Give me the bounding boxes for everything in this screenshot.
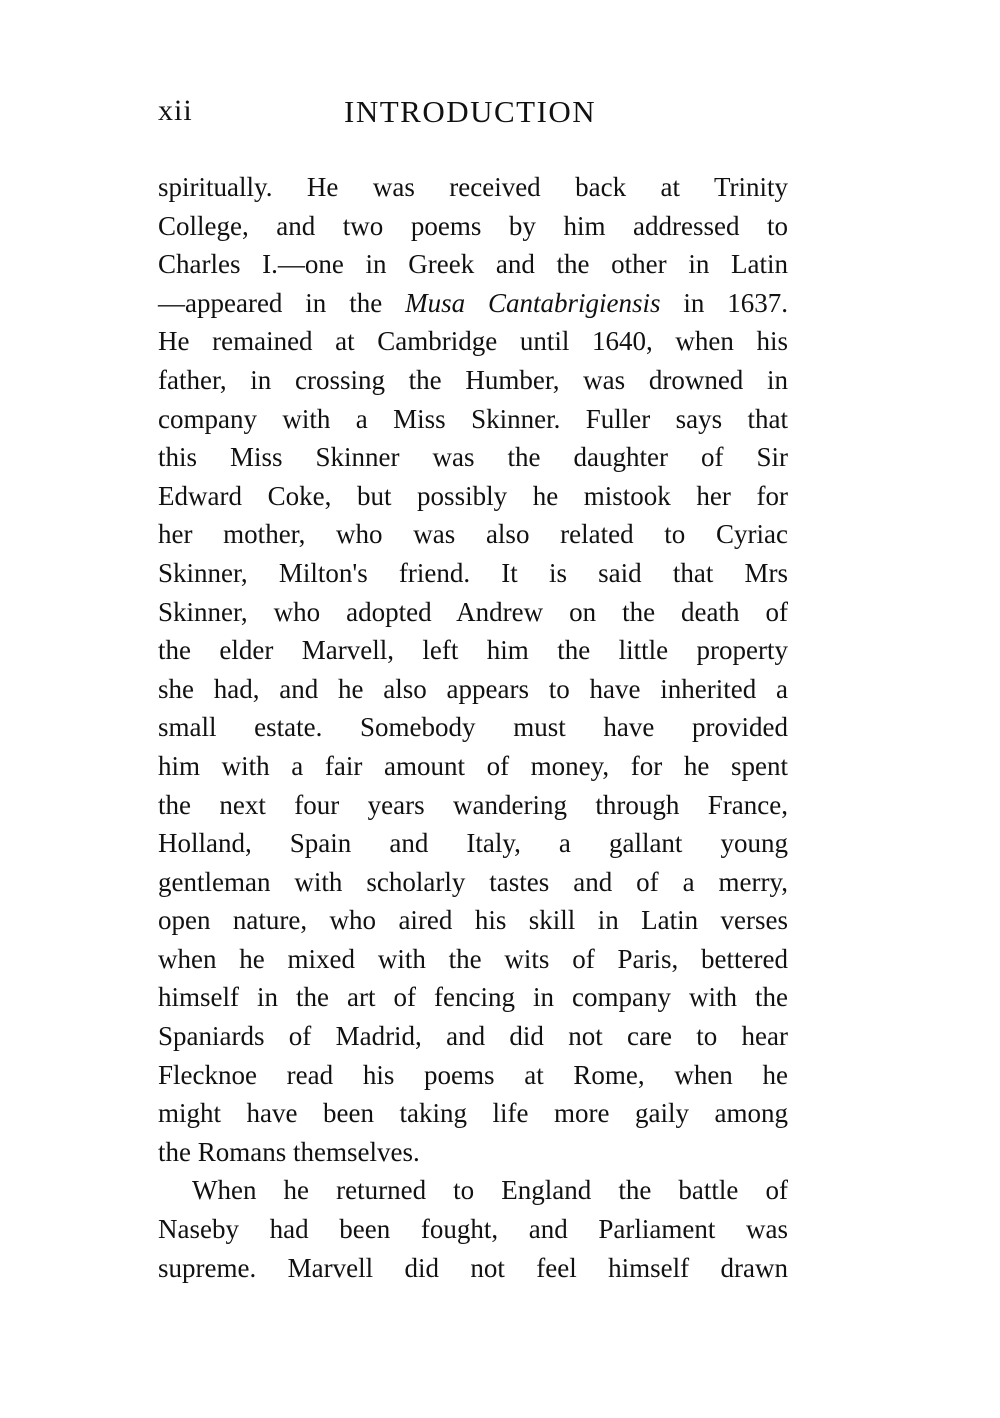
text-line: open nature, who aired his skill in Latin verses — [158, 905, 788, 936]
text-line: her mother, who was also related to Cyriac — [158, 519, 788, 550]
text-line: He remained at Cambridge until 1640, when his — [158, 326, 788, 357]
text-line: when he mixed with the wits of Paris, bettered — [158, 943, 788, 974]
text-line: she had, and he also appears to have inherited a — [158, 673, 788, 704]
body-text — [158, 168, 788, 1287]
page-header — [158, 94, 788, 144]
text-line: Holland, Spain and Italy, a gallant young — [158, 828, 788, 859]
text-line: the next four years wandering through France, — [158, 789, 788, 820]
text-line: supreme. Marvell did not feel himself drawn — [158, 1252, 788, 1283]
text-line: Flecknoe read his poems at Rome, when he — [158, 1059, 788, 1090]
text-fragment: in 1637. — [683, 287, 789, 318]
text-line: spiritually. He was received back at Trinity — [158, 172, 788, 202]
text-line: gentleman with scholarly tastes and of a merry, — [158, 866, 788, 897]
text-line: Edward Coke, but possibly he mistook her for — [158, 480, 788, 511]
text-fragment: —appeared in the — [158, 287, 383, 318]
text-line: small estate. Somebody must have provided — [158, 712, 788, 743]
paragraph-2 — [158, 1171, 788, 1287]
text-line: himself in the art of fencing in company with the — [158, 982, 788, 1013]
text-line: When he returned to England the battle of — [192, 1175, 788, 1206]
text-line: Spaniards of Madrid, and did not care to hear — [158, 1021, 788, 1052]
text-line: father, in crossing the Humber, was drowned in — [158, 364, 788, 395]
text-line: might have been taking life more gaily among — [158, 1098, 788, 1129]
text-line: Skinner, who adopted Andrew on the death of — [158, 596, 788, 627]
text-line: company with a Miss Skinner. Fuller says that — [158, 403, 788, 434]
text-line: Charles I.—one in Greek and the other in Latin — [158, 249, 788, 280]
text-line: Skinner, Milton's friend. It is said that Mrs — [158, 557, 788, 588]
text-line: this Miss Skinner was the daughter of Sir — [158, 442, 788, 473]
page-number: xii — [158, 94, 193, 127]
text-line-with-title — [158, 284, 788, 323]
running-head: INTRODUCTION — [344, 94, 597, 129]
text-line: the elder Marvell, left him the little property — [158, 635, 788, 666]
book-title: Musa Cantabrigiensis — [405, 287, 661, 318]
text-line: him with a fair amount of money, for he spent — [158, 750, 788, 781]
text-line: Naseby had been fought, and Parliament was — [158, 1214, 788, 1245]
text-line: College, and two poems by him addressed to — [158, 210, 788, 241]
paragraph-1 — [158, 168, 788, 1171]
text-line: the Romans themselves. — [158, 1136, 420, 1167]
